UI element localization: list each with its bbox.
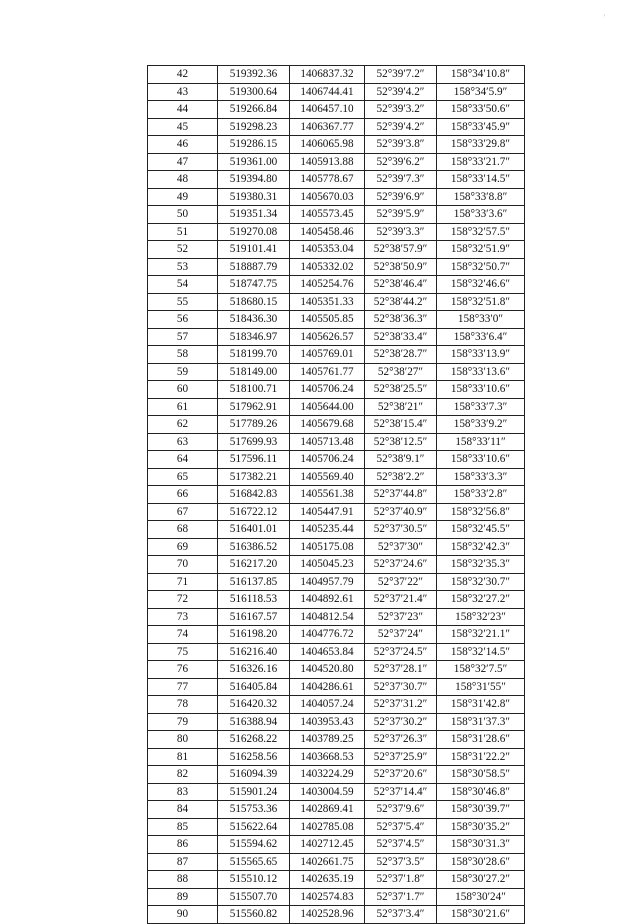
x-coordinate-cell: 515507.70 [218, 888, 290, 906]
latitude-cell: 52°37′1.7″ [365, 888, 437, 906]
x-coordinate-cell: 516094.39 [218, 766, 290, 784]
latitude-cell: 52°38′9.1″ [365, 451, 437, 469]
y-coordinate-cell: 1405351.33 [290, 293, 365, 311]
longitude-cell: 158°30′24″ [437, 888, 525, 906]
latitude-cell: 52°38′12.5″ [365, 433, 437, 451]
coordinates-table [147, 65, 525, 924]
longitude-cell: 158°32′45.5″ [437, 521, 525, 539]
longitude-cell: 158°32′27.2″ [437, 591, 525, 609]
latitude-cell: 52°37′26.3″ [365, 731, 437, 749]
x-coordinate-cell: 516217.20 [218, 556, 290, 574]
latitude-cell: 52°37′3.5″ [365, 853, 437, 871]
x-coordinate-cell: 517382.21 [218, 468, 290, 486]
longitude-cell: 158°33′3.3″ [437, 468, 525, 486]
y-coordinate-cell: 1405353.04 [290, 241, 365, 259]
longitude-cell: 158°32′56.8″ [437, 503, 525, 521]
y-coordinate-cell: 1405679.68 [290, 416, 365, 434]
x-coordinate-cell: 515510.12 [218, 871, 290, 889]
table-row [148, 416, 525, 434]
longitude-cell: 158°30′58.5″ [437, 766, 525, 784]
longitude-cell: 158°30′27.2″ [437, 871, 525, 889]
longitude-cell: 158°32′21.1″ [437, 626, 525, 644]
x-coordinate-cell: 515565.65 [218, 853, 290, 871]
latitude-cell: 52°39′3.3″ [365, 223, 437, 241]
point-number-cell: 70 [148, 556, 218, 574]
point-number-cell: 61 [148, 398, 218, 416]
point-number-cell: 48 [148, 171, 218, 189]
x-coordinate-cell: 518149.00 [218, 363, 290, 381]
longitude-cell: 158°31′55″ [437, 678, 525, 696]
y-coordinate-cell: 1402661.75 [290, 853, 365, 871]
x-coordinate-cell: 515622.64 [218, 818, 290, 836]
table-row [148, 363, 525, 381]
point-number-cell: 73 [148, 608, 218, 626]
y-coordinate-cell: 1405447.91 [290, 503, 365, 521]
latitude-cell: 52°38′28.7″ [365, 346, 437, 364]
y-coordinate-cell: 1404892.61 [290, 591, 365, 609]
latitude-cell: 52°37′1.8″ [365, 871, 437, 889]
table-row [148, 888, 525, 906]
x-coordinate-cell: 516420.32 [218, 696, 290, 714]
y-coordinate-cell: 1405332.02 [290, 258, 365, 276]
longitude-cell: 158°33′13.6″ [437, 363, 525, 381]
x-coordinate-cell: 516388.94 [218, 713, 290, 731]
longitude-cell: 158°32′14.5″ [437, 643, 525, 661]
point-number-cell: 54 [148, 276, 218, 294]
table-row [148, 818, 525, 836]
x-coordinate-cell: 518100.71 [218, 381, 290, 399]
point-number-cell: 72 [148, 591, 218, 609]
table-row [148, 731, 525, 749]
longitude-cell: 158°33′14.5″ [437, 171, 525, 189]
table-row [148, 451, 525, 469]
point-number-cell: 58 [148, 346, 218, 364]
y-coordinate-cell: 1405644.00 [290, 398, 365, 416]
x-coordinate-cell: 519351.34 [218, 206, 290, 224]
point-number-cell: 47 [148, 153, 218, 171]
point-number-cell: 62 [148, 416, 218, 434]
table-row [148, 468, 525, 486]
table-row [148, 748, 525, 766]
point-number-cell: 65 [148, 468, 218, 486]
table-row [148, 573, 525, 591]
latitude-cell: 52°39′6.2″ [365, 153, 437, 171]
point-number-cell: 44 [148, 101, 218, 119]
table-row [148, 346, 525, 364]
x-coordinate-cell: 516268.22 [218, 731, 290, 749]
latitude-cell: 52°37′24.6″ [365, 556, 437, 574]
y-coordinate-cell: 1406367.77 [290, 118, 365, 136]
latitude-cell: 52°39′5.9″ [365, 206, 437, 224]
y-coordinate-cell: 1405713.48 [290, 433, 365, 451]
latitude-cell: 52°39′6.9″ [365, 188, 437, 206]
table-row [148, 678, 525, 696]
x-coordinate-cell: 519300.64 [218, 83, 290, 101]
longitude-cell: 158°34′10.8″ [437, 66, 525, 84]
longitude-cell: 158°33′6.4″ [437, 328, 525, 346]
x-coordinate-cell: 516258.56 [218, 748, 290, 766]
y-coordinate-cell: 1405254.76 [290, 276, 365, 294]
x-coordinate-cell: 517699.93 [218, 433, 290, 451]
longitude-cell: 158°30′35.2″ [437, 818, 525, 836]
longitude-cell: 158°32′42.3″ [437, 538, 525, 556]
latitude-cell: 52°37′31.2″ [365, 696, 437, 714]
y-coordinate-cell: 1405561.38 [290, 486, 365, 504]
point-number-cell: 86 [148, 836, 218, 854]
table-row [148, 258, 525, 276]
coordinates-table-body [148, 66, 525, 924]
longitude-cell: 158°32′30.7″ [437, 573, 525, 591]
y-coordinate-cell: 1402869.41 [290, 801, 365, 819]
y-coordinate-cell: 1404776.72 [290, 626, 365, 644]
table-row [148, 241, 525, 259]
point-number-cell: 83 [148, 783, 218, 801]
x-coordinate-cell: 516137.85 [218, 573, 290, 591]
table-row [148, 906, 525, 924]
y-coordinate-cell: 1404957.79 [290, 573, 365, 591]
longitude-cell: 158°32′51.9″ [437, 241, 525, 259]
table-row [148, 801, 525, 819]
x-coordinate-cell: 516326.16 [218, 661, 290, 679]
point-number-cell: 75 [148, 643, 218, 661]
y-coordinate-cell: 1405706.24 [290, 451, 365, 469]
x-coordinate-cell: 519270.08 [218, 223, 290, 241]
table-row [148, 328, 525, 346]
latitude-cell: 52°37′24.5″ [365, 643, 437, 661]
latitude-cell: 52°37′21.4″ [365, 591, 437, 609]
x-coordinate-cell: 519101.41 [218, 241, 290, 259]
latitude-cell: 52°39′7.3″ [365, 171, 437, 189]
table-row [148, 293, 525, 311]
y-coordinate-cell: 1404520.80 [290, 661, 365, 679]
table-row [148, 853, 525, 871]
longitude-cell: 158°33′8.8″ [437, 188, 525, 206]
x-coordinate-cell: 516401.01 [218, 521, 290, 539]
latitude-cell: 52°38′2.2″ [365, 468, 437, 486]
y-coordinate-cell: 1405175.08 [290, 538, 365, 556]
point-number-cell: 45 [148, 118, 218, 136]
point-number-cell: 84 [148, 801, 218, 819]
longitude-cell: 158°33′0″ [437, 311, 525, 329]
point-number-cell: 43 [148, 83, 218, 101]
x-coordinate-cell: 519392.36 [218, 66, 290, 84]
table-row [148, 591, 525, 609]
point-number-cell: 59 [148, 363, 218, 381]
table-row [148, 433, 525, 451]
y-coordinate-cell: 1402635.19 [290, 871, 365, 889]
latitude-cell: 52°38′44.2″ [365, 293, 437, 311]
y-coordinate-cell: 1406457.10 [290, 101, 365, 119]
latitude-cell: 52°39′3.8″ [365, 136, 437, 154]
longitude-cell: 158°33′10.6″ [437, 451, 525, 469]
longitude-cell: 158°30′31.3″ [437, 836, 525, 854]
longitude-cell: 158°31′28.6″ [437, 731, 525, 749]
x-coordinate-cell: 515901.24 [218, 783, 290, 801]
point-number-cell: 63 [148, 433, 218, 451]
longitude-cell: 158°32′57.5″ [437, 223, 525, 241]
latitude-cell: 52°37′40.9″ [365, 503, 437, 521]
point-number-cell: 77 [148, 678, 218, 696]
y-coordinate-cell: 1405913.88 [290, 153, 365, 171]
latitude-cell: 52°37′3.4″ [365, 906, 437, 924]
x-coordinate-cell: 516405.84 [218, 678, 290, 696]
point-number-cell: 42 [148, 66, 218, 84]
longitude-cell: 158°33′45.9″ [437, 118, 525, 136]
table-row [148, 696, 525, 714]
x-coordinate-cell: 516118.53 [218, 591, 290, 609]
longitude-cell: 158°33′11″ [437, 433, 525, 451]
x-coordinate-cell: 516216.40 [218, 643, 290, 661]
longitude-cell: 158°30′28.6″ [437, 853, 525, 871]
y-coordinate-cell: 1403953.43 [290, 713, 365, 731]
y-coordinate-cell: 1405573.45 [290, 206, 365, 224]
table-row [148, 66, 525, 84]
longitude-cell: 158°33′7.3″ [437, 398, 525, 416]
table-row [148, 171, 525, 189]
table-row [148, 276, 525, 294]
x-coordinate-cell: 519380.31 [218, 188, 290, 206]
x-coordinate-cell: 518436.30 [218, 311, 290, 329]
point-number-cell: 90 [148, 906, 218, 924]
longitude-cell: 158°32′7.5″ [437, 661, 525, 679]
latitude-cell: 52°37′30″ [365, 538, 437, 556]
point-number-cell: 68 [148, 521, 218, 539]
x-coordinate-cell: 515594.62 [218, 836, 290, 854]
x-coordinate-cell: 519361.00 [218, 153, 290, 171]
y-coordinate-cell: 1405706.24 [290, 381, 365, 399]
point-number-cell: 64 [148, 451, 218, 469]
x-coordinate-cell: 515560.82 [218, 906, 290, 924]
y-coordinate-cell: 1403004.59 [290, 783, 365, 801]
latitude-cell: 52°37′14.4″ [365, 783, 437, 801]
latitude-cell: 52°37′22″ [365, 573, 437, 591]
point-number-cell: 49 [148, 188, 218, 206]
point-number-cell: 60 [148, 381, 218, 399]
latitude-cell: 52°37′5.4″ [365, 818, 437, 836]
point-number-cell: 71 [148, 573, 218, 591]
longitude-cell: 158°31′22.2″ [437, 748, 525, 766]
y-coordinate-cell: 1405045.23 [290, 556, 365, 574]
x-coordinate-cell: 519394.80 [218, 171, 290, 189]
longitude-cell: 158°34′5.9″ [437, 83, 525, 101]
latitude-cell: 52°37′23″ [365, 608, 437, 626]
y-coordinate-cell: 1405761.77 [290, 363, 365, 381]
table-row [148, 503, 525, 521]
x-coordinate-cell: 518747.75 [218, 276, 290, 294]
table-row [148, 871, 525, 889]
point-number-cell: 55 [148, 293, 218, 311]
longitude-cell: 158°31′42.8″ [437, 696, 525, 714]
longitude-cell: 158°32′23″ [437, 608, 525, 626]
y-coordinate-cell: 1405235.44 [290, 521, 365, 539]
y-coordinate-cell: 1403668.53 [290, 748, 365, 766]
y-coordinate-cell: 1405505.85 [290, 311, 365, 329]
y-coordinate-cell: 1406065.98 [290, 136, 365, 154]
y-coordinate-cell: 1403789.25 [290, 731, 365, 749]
latitude-cell: 52°38′57.9″ [365, 241, 437, 259]
x-coordinate-cell: 517789.26 [218, 416, 290, 434]
longitude-cell: 158°32′46.6″ [437, 276, 525, 294]
latitude-cell: 52°37′30.7″ [365, 678, 437, 696]
table-row [148, 538, 525, 556]
table-row [148, 118, 525, 136]
longitude-cell: 158°33′3.6″ [437, 206, 525, 224]
table-row [148, 608, 525, 626]
latitude-cell: 52°38′50.9″ [365, 258, 437, 276]
longitude-cell: 158°33′29.8″ [437, 136, 525, 154]
table-row [148, 836, 525, 854]
point-number-cell: 69 [148, 538, 218, 556]
latitude-cell: 52°37′25.9″ [365, 748, 437, 766]
y-coordinate-cell: 1405458.46 [290, 223, 365, 241]
longitude-cell: 158°33′10.6″ [437, 381, 525, 399]
latitude-cell: 52°38′15.4″ [365, 416, 437, 434]
table-row [148, 188, 525, 206]
x-coordinate-cell: 519298.23 [218, 118, 290, 136]
point-number-cell: 67 [148, 503, 218, 521]
y-coordinate-cell: 1402712.45 [290, 836, 365, 854]
y-coordinate-cell: 1404286.61 [290, 678, 365, 696]
longitude-cell: 158°30′46.8″ [437, 783, 525, 801]
table-row [148, 486, 525, 504]
longitude-cell: 158°33′50.6″ [437, 101, 525, 119]
table-row [148, 153, 525, 171]
table-row [148, 661, 525, 679]
table-row [148, 136, 525, 154]
latitude-cell: 52°38′46.4″ [365, 276, 437, 294]
longitude-cell: 158°32′35.3″ [437, 556, 525, 574]
latitude-cell: 52°37′20.6″ [365, 766, 437, 784]
point-number-cell: 88 [148, 871, 218, 889]
y-coordinate-cell: 1404653.84 [290, 643, 365, 661]
point-number-cell: 50 [148, 206, 218, 224]
longitude-cell: 158°33′2.8″ [437, 486, 525, 504]
x-coordinate-cell: 516386.52 [218, 538, 290, 556]
latitude-cell: 52°38′27″ [365, 363, 437, 381]
x-coordinate-cell: 517596.11 [218, 451, 290, 469]
x-coordinate-cell: 518680.15 [218, 293, 290, 311]
latitude-cell: 52°37′30.5″ [365, 521, 437, 539]
y-coordinate-cell: 1404057.24 [290, 696, 365, 714]
point-number-cell: 85 [148, 818, 218, 836]
latitude-cell: 52°38′36.3″ [365, 311, 437, 329]
latitude-cell: 52°39′4.2″ [365, 83, 437, 101]
latitude-cell: 52°38′25.5″ [365, 381, 437, 399]
longitude-cell: 158°30′39.7″ [437, 801, 525, 819]
y-coordinate-cell: 1405626.57 [290, 328, 365, 346]
latitude-cell: 52°37′9.6″ [365, 801, 437, 819]
latitude-cell: 52°37′4.5″ [365, 836, 437, 854]
point-number-cell: 76 [148, 661, 218, 679]
longitude-cell: 158°31′37.3″ [437, 713, 525, 731]
y-coordinate-cell: 1404812.54 [290, 608, 365, 626]
table-row [148, 643, 525, 661]
latitude-cell: 52°39′7.2″ [365, 66, 437, 84]
latitude-cell: 52°38′21″ [365, 398, 437, 416]
point-number-cell: 53 [148, 258, 218, 276]
latitude-cell: 52°37′44.8″ [365, 486, 437, 504]
latitude-cell: 52°39′3.2″ [365, 101, 437, 119]
longitude-cell: 158°33′21.7″ [437, 153, 525, 171]
y-coordinate-cell: 1405769.01 [290, 346, 365, 364]
longitude-cell: 158°32′51.8″ [437, 293, 525, 311]
y-coordinate-cell: 1405778.67 [290, 171, 365, 189]
x-coordinate-cell: 519286.15 [218, 136, 290, 154]
table-row [148, 398, 525, 416]
x-coordinate-cell: 518887.79 [218, 258, 290, 276]
y-coordinate-cell: 1402574.83 [290, 888, 365, 906]
longitude-cell: 158°33′9.2″ [437, 416, 525, 434]
x-coordinate-cell: 517962.91 [218, 398, 290, 416]
table-row [148, 626, 525, 644]
point-number-cell: 56 [148, 311, 218, 329]
y-coordinate-cell: 1402528.96 [290, 906, 365, 924]
point-number-cell: 74 [148, 626, 218, 644]
table-row [148, 556, 525, 574]
point-number-cell: 81 [148, 748, 218, 766]
x-coordinate-cell: 516167.57 [218, 608, 290, 626]
y-coordinate-cell: 1402785.08 [290, 818, 365, 836]
table-row [148, 381, 525, 399]
point-number-cell: 82 [148, 766, 218, 784]
table-row [148, 521, 525, 539]
x-coordinate-cell: 516842.83 [218, 486, 290, 504]
y-coordinate-cell: 1406837.32 [290, 66, 365, 84]
latitude-cell: 52°37′28.1″ [365, 661, 437, 679]
longitude-cell: 158°30′21.6″ [437, 906, 525, 924]
corner-mark: ' [604, 13, 606, 22]
y-coordinate-cell: 1405670.03 [290, 188, 365, 206]
y-coordinate-cell: 1405569.40 [290, 468, 365, 486]
table-row [148, 713, 525, 731]
point-number-cell: 79 [148, 713, 218, 731]
x-coordinate-cell: 519266.84 [218, 101, 290, 119]
point-number-cell: 46 [148, 136, 218, 154]
x-coordinate-cell: 515753.36 [218, 801, 290, 819]
point-number-cell: 89 [148, 888, 218, 906]
table-row [148, 101, 525, 119]
table-row [148, 311, 525, 329]
point-number-cell: 51 [148, 223, 218, 241]
longitude-cell: 158°33′13.9″ [437, 346, 525, 364]
point-number-cell: 78 [148, 696, 218, 714]
table-row [148, 766, 525, 784]
y-coordinate-cell: 1406744.41 [290, 83, 365, 101]
latitude-cell: 52°39′4.2″ [365, 118, 437, 136]
table-row [148, 206, 525, 224]
point-number-cell: 87 [148, 853, 218, 871]
x-coordinate-cell: 518199.70 [218, 346, 290, 364]
table-row [148, 783, 525, 801]
x-coordinate-cell: 516198.20 [218, 626, 290, 644]
x-coordinate-cell: 516722.12 [218, 503, 290, 521]
latitude-cell: 52°37′30.2″ [365, 713, 437, 731]
table-row [148, 223, 525, 241]
point-number-cell: 80 [148, 731, 218, 749]
latitude-cell: 52°37′24″ [365, 626, 437, 644]
longitude-cell: 158°32′50.7″ [437, 258, 525, 276]
latitude-cell: 52°38′33.4″ [365, 328, 437, 346]
point-number-cell: 52 [148, 241, 218, 259]
x-coordinate-cell: 518346.97 [218, 328, 290, 346]
point-number-cell: 66 [148, 486, 218, 504]
y-coordinate-cell: 1403224.29 [290, 766, 365, 784]
table-row [148, 83, 525, 101]
point-number-cell: 57 [148, 328, 218, 346]
